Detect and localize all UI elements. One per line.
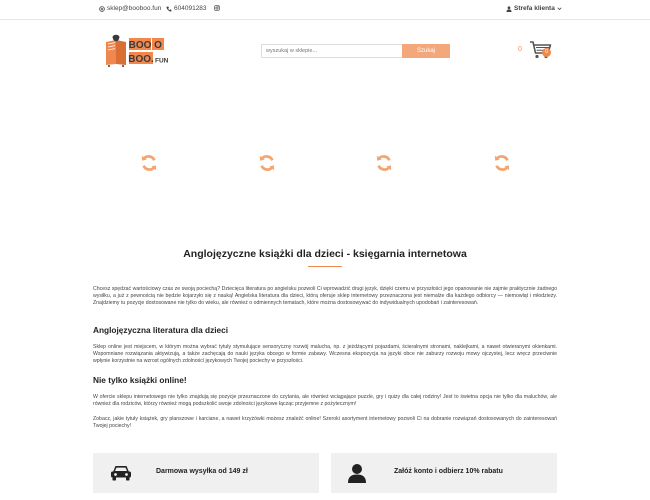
title-divider [308, 266, 342, 267]
topbar-phone[interactable] [166, 5, 207, 12]
topbar-email[interactable] [99, 5, 161, 12]
section-paragraph: Sklep online jest miejscem, w którym można wybrać tytuły stymulujące sensoryczny rozwój malucha, np. z jeżdżącymi pojazdami, ścieralnymi stronami, naklejkami, a nawet otwieranymi okienkami. Wspomniane rozwiązania aktywizują, a także zachęcają do nauki języka obcego w formie zabawy. Wczesna ekspozycja na języki obce nie zaburzy rozwoju mowy ojczystej, lecz wręcz przeciwnie wpłynie korzystnie na wzrost ogólnych zdolności językowych Twojej pociechy w przyszłości. [93, 344, 557, 365]
instagram-link[interactable] [214, 5, 220, 11]
account-label: Strefa klienta [514, 5, 555, 12]
cart-count: 0 [518, 46, 522, 53]
chevron-down-icon [557, 6, 562, 11]
at-icon [99, 6, 105, 12]
user-icon [506, 6, 512, 12]
logo-book-icon [103, 34, 183, 68]
loading-icon [140, 154, 158, 172]
cart-badge: 0 [542, 48, 551, 57]
topbar [0, 0, 650, 20]
loading-icon [493, 154, 511, 172]
section-paragraph: Zobacz, jakie tytuły książek, gry planszowe i karciane, a nawet krzyżówki możesz znaleźć online! Szeroki asortyment internetowy pozwoli Ci na dobranie rozwiązań dostosowanych do zainteresowań Twojej pociechy! [93, 416, 557, 430]
logo-text-1: BOO [128, 40, 152, 51]
feature-label: Darmowa wysyłka od 149 zł [156, 468, 248, 475]
account-menu[interactable] [506, 5, 562, 12]
section-paragraph: W ofercie sklepu internetowego nie tylko znajdują się pozycje przeznaczone do czytania, ale również wciągające puzzle, gry i quizy dla całej rodziny! Jest to świetna opcja nie tylko dla maluchów, ale również dla rodziców, którzy również mogą podszkolić swoje zdolności językowe łącząc przyjemne z pożytecznym! [93, 394, 557, 408]
feature-discount [331, 453, 557, 493]
phone-text: 604091283 [174, 5, 207, 12]
section-heading: Anglojęzyczna literatura dla dzieci [93, 325, 229, 335]
search-button[interactable]: Szukaj [402, 44, 450, 58]
instagram-icon [214, 5, 220, 11]
intro-paragraph: Chcesz spędzać wartościowy czas ze swoją pociechą? Dziecięca literatura po angielsku pozwoli Ci wprowadzić drugi język, dzięki czemu w przyszłości jego opanowanie nie zajmie praktycznie żadnego wysiłku, a już z pewnością nie będzie kojarzyło się z nauką! Angielska literatura dla dzieci, którą oferuje sklep internetowy przeznaczona jest niemalże dla każdego odbiorcy — niemowląt i młodzieży. Znajdziemy tu pozycje dostosowane nie tylko do wieku, ale również o odmiennych tematach, które można dostosowywać do indywidualnych upodobań i zainteresowań. [93, 286, 557, 307]
search-input[interactable] [261, 44, 402, 58]
search-form [261, 44, 450, 58]
user-icon [346, 463, 368, 483]
email-text: sklep@booboo.fun [107, 5, 162, 12]
page-title: Anglojęzyczne książki dla dzieci - księgarnia internetowa [183, 248, 467, 260]
section-heading: Nie tylko książki online! [93, 375, 187, 385]
svg-text:O: O [154, 40, 162, 51]
logo[interactable] [103, 34, 183, 68]
feature-free-shipping [93, 453, 319, 493]
logo-text-3: FUN [155, 57, 169, 65]
loading-icon [375, 154, 393, 172]
feature-label: Załóż konto i odbierz 10% rabatu [394, 468, 503, 475]
phone-icon [166, 6, 172, 12]
logo-text-2: BOO. [128, 54, 154, 65]
car-icon [110, 463, 132, 483]
loading-icon [258, 154, 276, 172]
